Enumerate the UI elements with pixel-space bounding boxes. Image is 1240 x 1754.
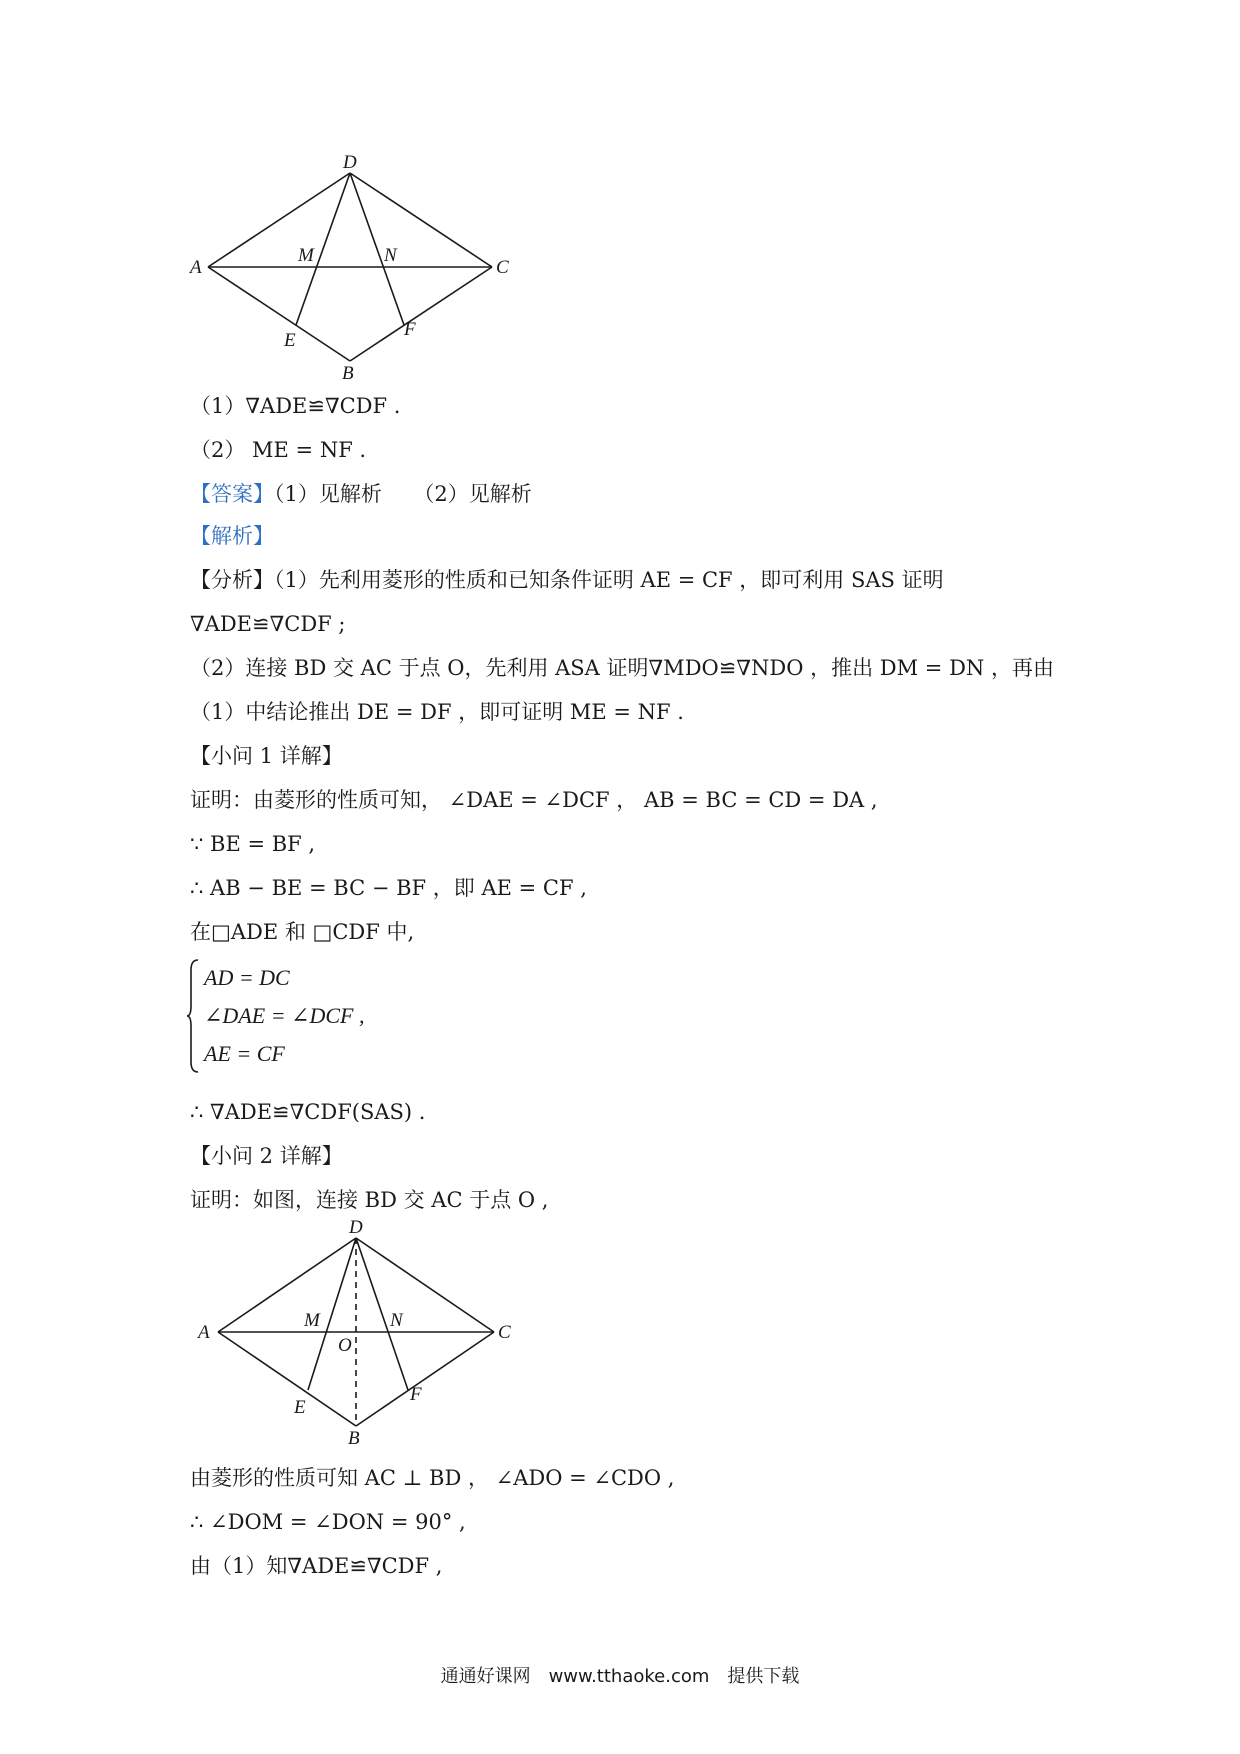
rhombus-figure-2-svg: [196, 1217, 526, 1449]
label-E: E: [294, 1397, 306, 1418]
label-D: D: [343, 152, 357, 173]
sub2-line-3: ∴ ∠DOM = ∠DON = 90° ,: [190, 1510, 466, 1534]
label-B: B: [348, 1428, 360, 1449]
system-eq-2: ∠DAE = ∠DCF ,: [204, 1003, 365, 1028]
side-BC: [356, 1332, 494, 1426]
label-C: C: [496, 257, 509, 278]
label-A: A: [190, 257, 202, 278]
sub1-line-2: ∵ BE = BF ,: [190, 832, 316, 856]
sub1-line-1: 证明：由菱形的性质可知， ∠DAE = ∠DCF ， AB = BC = CD = DA ,: [190, 788, 878, 812]
answer-tag: 【答案】: [190, 482, 274, 506]
analysis-line-3: （2）连接 BD 交 AC 于点 O，先利用 ASA 证明∇MDO≌∇NDO ，推出 DM = DN ，再由: [190, 656, 1054, 680]
sub1-title: 【小问 1 详解】: [190, 744, 343, 768]
side-BC: [350, 267, 492, 361]
answer-text: （1）见解析 （2）见解析: [274, 482, 532, 506]
system-eq-3: AE = CF: [204, 1041, 285, 1066]
system-brace: [186, 958, 200, 1074]
label-N: N: [384, 245, 397, 266]
label-E: E: [284, 330, 296, 351]
side-AB: [218, 1332, 356, 1426]
system-eq-1: AD = DC: [204, 965, 290, 990]
analysis-line-2: ∇ADE≌∇CDF ;: [190, 612, 346, 636]
side-AD: [218, 1238, 356, 1332]
question-2: （2） ME = NF .: [190, 438, 367, 462]
analysis-tag: 【解析】: [190, 524, 274, 548]
label-F: F: [404, 319, 416, 340]
side-AD: [208, 173, 350, 267]
sub2-line-1: 证明：如图，连接 BD 交 AC 于点 O ,: [190, 1188, 549, 1212]
label-A: A: [198, 1322, 210, 1343]
label-N: N: [390, 1310, 403, 1331]
sub1-line-4: 在□ADE 和 □CDF 中,: [190, 920, 415, 944]
label-M: M: [304, 1310, 320, 1331]
label-O: O: [338, 1335, 352, 1356]
rhombus-figure-1-svg: [190, 152, 530, 384]
side-AB: [208, 267, 350, 361]
rhombus-figure-2: [196, 1217, 526, 1449]
sub2-line-2: 由菱形的性质可知 AC ⊥ BD ， ∠ADO = ∠CDO ,: [190, 1466, 675, 1490]
label-B: B: [342, 363, 354, 384]
rhombus-figure-1: [190, 152, 530, 384]
sub2-line-4: 由（1）知∇ADE≌∇CDF ,: [190, 1554, 443, 1578]
sub1-line-3: ∴ AB − BE = BC − BF ，即 AE = CF ,: [190, 876, 587, 900]
analysis-line-1: 【分析】（1）先利用菱形的性质和已知条件证明 AE = CF ，即可利用 SAS 证明: [190, 568, 944, 592]
answer-line: [190, 479, 532, 509]
label-M: M: [298, 245, 314, 266]
analysis-line-4: （1）中结论推出 DE = DF ，即可证明 ME = NF .: [190, 700, 684, 724]
label-C: C: [498, 1322, 511, 1343]
sub1-conclusion: ∴ ∇ADE≌∇CDF(SAS) .: [190, 1100, 426, 1124]
question-1: （1）∇ADE≌∇CDF .: [190, 394, 401, 418]
page-footer: 通通好课网 www.tthaoke.com 提供下载: [440, 1666, 800, 1687]
label-D: D: [349, 1217, 363, 1238]
side-DC: [350, 173, 492, 267]
side-DC: [356, 1238, 494, 1332]
sub2-title: 【小问 2 详解】: [190, 1144, 343, 1168]
label-F: F: [410, 1384, 422, 1405]
